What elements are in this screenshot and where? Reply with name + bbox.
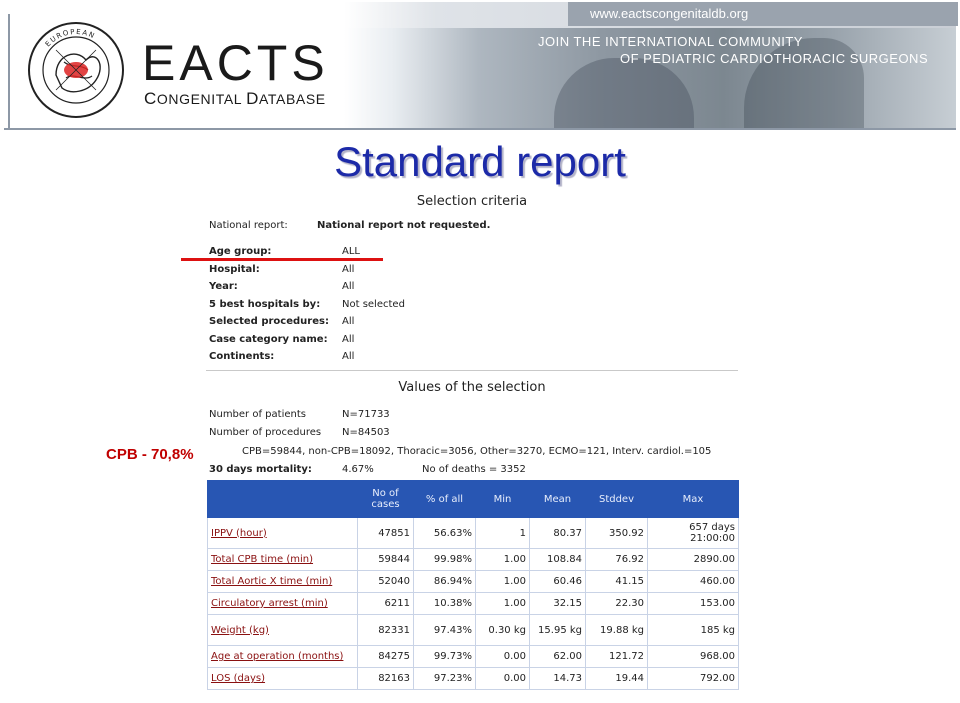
criteria-value: Not selected bbox=[342, 298, 405, 310]
cell-cases: 59844 bbox=[358, 549, 414, 571]
metric-link[interactable]: Total CPB time (min) bbox=[211, 554, 314, 565]
column-header: Mean bbox=[530, 481, 586, 518]
age-group-highlight bbox=[181, 258, 383, 261]
metric-link[interactable]: Weight (kg) bbox=[211, 624, 269, 636]
metric-link[interactable]: Circulatory arrest (min) bbox=[211, 598, 328, 609]
cell-max: 2890.00 bbox=[648, 549, 739, 571]
cell-max: 968.00 bbox=[648, 646, 739, 668]
table-row bbox=[208, 549, 739, 571]
cell-max: 460.00 bbox=[648, 571, 739, 593]
criteria-value: All bbox=[342, 281, 355, 292]
cell-max: 185 kg bbox=[648, 615, 739, 646]
cell-mean: 108.84 bbox=[530, 549, 586, 571]
logo-subtitle bbox=[144, 89, 326, 109]
column-header: Max bbox=[648, 481, 739, 518]
cell-min: 0.00 bbox=[476, 668, 530, 690]
cell-max: 657 days 21:00:00 bbox=[648, 518, 739, 549]
header-banner bbox=[4, 0, 956, 130]
cell-pct: 97.23% bbox=[414, 668, 476, 690]
criteria-label: Case category name: bbox=[209, 333, 328, 345]
procedures-label: Number of procedures bbox=[209, 427, 322, 438]
metric-name-cell bbox=[208, 646, 358, 668]
cell-pct: 86.94% bbox=[414, 571, 476, 593]
column-header: No of cases bbox=[358, 481, 414, 518]
criteria-label: Selected procedures: bbox=[209, 316, 329, 327]
banner-border-bottom bbox=[4, 128, 956, 130]
metric-link[interactable]: Age at operation (months) bbox=[211, 651, 344, 662]
section-divider bbox=[206, 370, 738, 371]
column-header: Stddev bbox=[586, 481, 648, 518]
cell-pct: 56.63% bbox=[414, 518, 476, 549]
cell-stddev: 41.15 bbox=[586, 571, 648, 593]
cell-cases: 82163 bbox=[358, 668, 414, 690]
patients-value: N=71733 bbox=[342, 409, 390, 420]
cell-max: 792.00 bbox=[648, 668, 739, 690]
metric-name-cell bbox=[208, 593, 358, 615]
criteria-label: Hospital: bbox=[209, 263, 260, 275]
column-header: Min bbox=[476, 481, 530, 518]
slide-title: Standard report bbox=[334, 138, 626, 185]
cell-cases: 52040 bbox=[358, 571, 414, 593]
metric-name-cell bbox=[208, 571, 358, 593]
cell-stddev: 121.72 bbox=[586, 646, 648, 668]
table-row bbox=[208, 518, 739, 549]
tagline-line-1: JOIN THE INTERNATIONAL COMMUNITY bbox=[538, 34, 803, 49]
table-header-row bbox=[208, 481, 739, 518]
cell-stddev: 76.92 bbox=[586, 549, 648, 571]
criteria-value: All bbox=[342, 316, 355, 327]
values-title: Values of the selection bbox=[398, 380, 546, 395]
cell-mean: 62.00 bbox=[530, 646, 586, 668]
criteria-label: Year: bbox=[209, 281, 238, 292]
criteria-label: 5 best hospitals by: bbox=[209, 298, 321, 310]
criteria-value: All bbox=[342, 263, 355, 275]
metric-link[interactable]: Total Aortic X time (min) bbox=[211, 576, 333, 587]
mortality-label: 30 days mortality: bbox=[209, 464, 312, 475]
seal-text-top: EUROPEAN bbox=[43, 27, 97, 49]
mortality-value: 4.67% bbox=[342, 464, 374, 475]
cell-pct: 99.73% bbox=[414, 646, 476, 668]
logo-sub-initial: C bbox=[144, 89, 157, 108]
logo-sub-word: ONGENITAL bbox=[156, 91, 247, 107]
cell-min: 1.00 bbox=[476, 571, 530, 593]
cell-mean: 80.37 bbox=[530, 518, 586, 549]
national-report-label: National report: bbox=[209, 220, 288, 231]
cell-stddev: 19.88 kg bbox=[586, 615, 648, 646]
table-body bbox=[208, 518, 739, 690]
cell-cases: 6211 bbox=[358, 593, 414, 615]
criteria-value: All bbox=[342, 351, 355, 362]
site-url[interactable]: www.eactscongenitaldb.org bbox=[590, 6, 749, 21]
logo-sub-word: ATABASE bbox=[259, 91, 326, 107]
column-header bbox=[208, 481, 358, 518]
patients-label: Number of patients bbox=[209, 409, 306, 420]
table-row bbox=[208, 593, 739, 615]
column-header: % of all bbox=[414, 481, 476, 518]
criteria-label: Age group: bbox=[209, 246, 272, 257]
metric-link[interactable]: IPPV (hour) bbox=[211, 527, 267, 539]
cell-pct: 99.98% bbox=[414, 549, 476, 571]
photo-shade bbox=[554, 58, 694, 130]
metric-name-cell bbox=[208, 668, 358, 690]
cell-min: 1 bbox=[476, 518, 530, 549]
table-row bbox=[208, 646, 739, 668]
cell-min: 0.30 kg bbox=[476, 615, 530, 646]
cell-pct: 10.38% bbox=[414, 593, 476, 615]
cell-mean: 60.46 bbox=[530, 571, 586, 593]
cell-cases: 84275 bbox=[358, 646, 414, 668]
cell-mean: 15.95 kg bbox=[530, 615, 586, 646]
logo-title: EACTS bbox=[142, 35, 329, 91]
cell-pct: 97.43% bbox=[414, 615, 476, 646]
cell-mean: 14.73 bbox=[530, 668, 586, 690]
cell-cases: 82331 bbox=[358, 615, 414, 646]
tagline-line-2: OF PEDIATRIC CARDIOTHORACIC SURGEONS bbox=[620, 51, 929, 66]
cell-stddev: 350.92 bbox=[586, 518, 648, 549]
procedures-value: N=84503 bbox=[342, 427, 390, 438]
cell-mean: 32.15 bbox=[530, 593, 586, 615]
eacts-seal-logo bbox=[26, 20, 126, 120]
procedure-breakdown: CPB=59844, non-CPB=18092, Thoracic=3056, Other=3270, ECMO=121, Interv. cardiol.=105 bbox=[242, 446, 712, 457]
cell-stddev: 19.44 bbox=[586, 668, 648, 690]
banner-border-left bbox=[8, 14, 10, 130]
table-row bbox=[208, 668, 739, 690]
cell-max: 153.00 bbox=[648, 593, 739, 615]
selection-criteria-title: Selection criteria bbox=[416, 194, 528, 209]
cell-min: 1.00 bbox=[476, 549, 530, 571]
table-row bbox=[208, 571, 739, 593]
cell-min: 1.00 bbox=[476, 593, 530, 615]
national-report-value: National report not requested. bbox=[317, 220, 491, 231]
deaths-count: No of deaths = 3352 bbox=[422, 464, 526, 475]
metric-name-cell bbox=[208, 615, 358, 646]
metric-link[interactable]: LOS (days) bbox=[211, 673, 266, 684]
criteria-value: ALL bbox=[342, 246, 360, 257]
metric-name-cell bbox=[208, 549, 358, 571]
table-row bbox=[208, 615, 739, 646]
statistics-table bbox=[207, 480, 739, 690]
cell-cases: 47851 bbox=[358, 518, 414, 549]
metric-name-cell bbox=[208, 518, 358, 549]
criteria-label: Continents: bbox=[209, 351, 275, 362]
logo-sub-initial: D bbox=[246, 89, 260, 108]
cell-min: 0.00 bbox=[476, 646, 530, 668]
cell-stddev: 22.30 bbox=[586, 593, 648, 615]
cpb-annotation: CPB - 70,8% bbox=[106, 446, 194, 463]
criteria-value: All bbox=[342, 333, 355, 345]
